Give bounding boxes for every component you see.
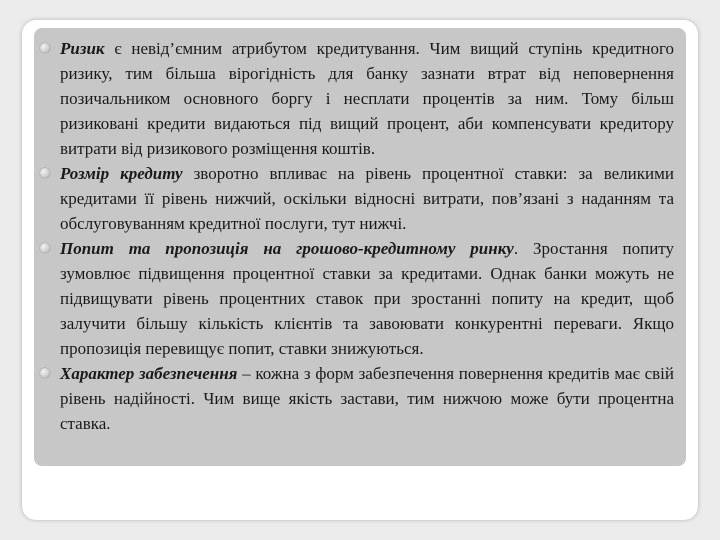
bullet-dot-icon	[40, 168, 50, 178]
bullet-item-supply-demand	[40, 236, 674, 361]
bullet-text: зворотно впливає на рівень процентної ставки: за великими кредитами її рівень нижчий, оскільки відносні витрати, пов’язані з наданням та обслуговуванням кредитної послуги, тут нижчі.	[60, 164, 674, 233]
bullet-term: Попит та пропозиція на грошово-кредитному ринку	[60, 239, 514, 258]
bullet-term: Характер забезпечення	[60, 364, 238, 383]
bullet-dot-icon	[40, 368, 50, 378]
bullet-item-collateral	[40, 361, 674, 436]
bullet-list	[40, 36, 674, 436]
bullet-dot-icon	[40, 243, 50, 253]
bullet-term: Розмір кредиту	[60, 164, 183, 183]
bullet-dot-icon	[40, 43, 50, 53]
bullet-term: Ризик	[60, 39, 105, 58]
bullet-item-credit-size	[40, 161, 674, 236]
bullet-text: – кожна з форм забезпечення повернення кредитів має свій рівень надійності. Чим вище якість застави, тим нижчою може бути процентна ставка.	[60, 364, 674, 433]
bullet-text: є невід’ємним атрибутом кредитування. Чим вищий ступінь кредитного ризику, тим більша вірогідність для банку зазнати втрат від неповернення позичальником основного боргу і несплати процентів за ним. Тому більш ризиковані кредити видаються під вищий процент, аби компенсувати кредитору витрати від ризикового розміщення коштів.	[60, 39, 674, 158]
bullet-item-risk	[40, 36, 674, 161]
bullet-text: . Зростання попиту зумовлює підвищення процентної ставки за кредитами. Однак банки можуть не підвищувати рівень процентних ставок при зростанні попиту на кредит, щоб залучити більшу кількість клієнтів та завоювати конкурентні переваги. Якщо пропозиція перевищує попит, ставки знижуються.	[60, 239, 674, 358]
